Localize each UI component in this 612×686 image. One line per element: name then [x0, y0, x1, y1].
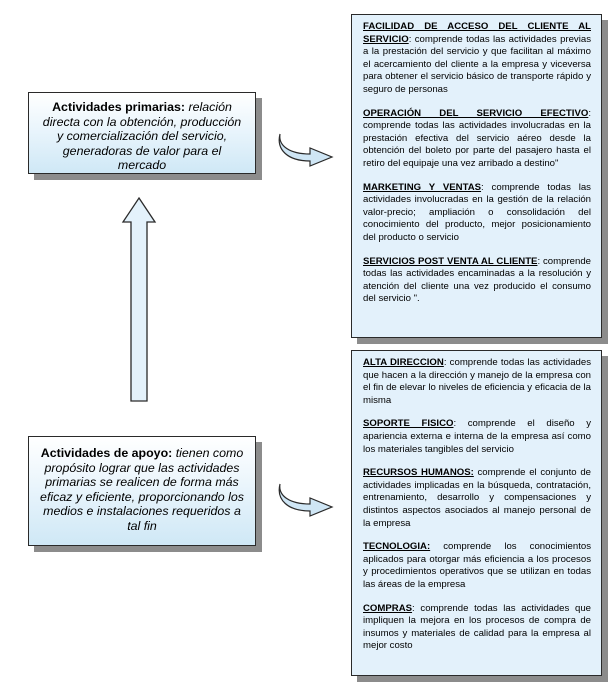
section-text: : comprende el diseño y apariencia externa e interna de la empresa así como los materiales tangibles del servicio	[363, 418, 592, 455]
list-item	[363, 21, 591, 97]
up-arrow-icon	[110, 196, 170, 406]
section-heading: FACILIDAD DE ACCESO DEL CLIENTE AL SERVICIO	[363, 21, 591, 45]
list-item	[363, 418, 591, 456]
section-text: comprende los conocimientos aplicados para otorgar más eficiencia a los procesos y procedimientos operativos que se utilizan en todas las áreas de la empresa	[363, 541, 591, 590]
section-heading: OPERACIÓN DEL SERVICIO EFECTIVO	[363, 107, 589, 119]
section-text: : comprende todas las actividades previas a la prestación del servicio y que facilitan al máximo el acercamiento del cliente a la empresa y viceversa para obtener el servicio básico de transporte rápido y seguro de personas	[363, 33, 591, 95]
section-heading: SERVICIOS POST VENTA AL CLIENTE	[363, 255, 538, 267]
primary-activities-detail-box	[351, 14, 602, 338]
list-item	[363, 541, 591, 591]
support-activities-description: tienen como propósito lograr que las actividades primarias se realicen de forma más eficaz y eficiente, proporcionando los medios e instalaciones requeridos a tal fin	[40, 446, 244, 533]
curved-arrow-icon	[276, 124, 338, 168]
support-activities-box	[28, 436, 256, 546]
curved-arrow-icon	[276, 474, 338, 518]
primary-activities-title: Actividades primarias:	[52, 100, 186, 114]
section-heading: TECNOLOGIA:	[363, 541, 431, 553]
list-item	[363, 256, 591, 306]
section-heading: SOPORTE FISICO	[363, 418, 454, 430]
section-heading: ALTA DIRECCION	[363, 357, 444, 368]
list-item	[363, 108, 591, 171]
primary-activities-box	[28, 92, 256, 174]
list-item	[363, 467, 591, 530]
list-item	[363, 182, 591, 245]
section-text: : comprende todas las actividades que impliquen la mejora en los procesos de compra de insumos y materiales de calidad para la empresa al mejor costo	[363, 602, 591, 652]
section-text: : comprende todas las actividades involucradas en la gestión de la relación valor-precio; ampliación o consolidación del conocimiento del producto, mejor posicionamiento del producto o servicio	[363, 181, 591, 243]
section-heading: COMPRAS	[363, 602, 413, 614]
section-text: : comprende todas las actividades que hacen a la dirección y manejo de la empresa con el fin de elevar lo niveles de eficiencia y eficacia de la misma	[363, 357, 591, 406]
support-activities-title: Actividades de apoyo:	[40, 446, 173, 460]
section-text: : comprende todas las actividades encaminadas a la resolución y atención del cliente una vez producido el consumo del servicio ".	[363, 255, 591, 305]
section-text: : comprende todas las actividades involucradas en la prestación efectiva del servicio aéreo desde la obtención del boleto por parte del pasajero hasta el retiro del equipaje una vez arribado a destino"	[363, 107, 591, 169]
list-item	[363, 603, 591, 653]
section-heading: MARKETING Y VENTAS	[363, 181, 482, 193]
primary-activities-description: relación directa con la obtención, producción y comercialización del servicio, generadoras de valor para el mercado	[42, 100, 242, 173]
list-item	[363, 357, 591, 407]
section-text: comprende el conjunto de actividades implicadas en la búsqueda, contratación, entrenamiento, desarrollo y compensaciones y distintos aspectos asociados al manejo personal de la empresa	[363, 467, 591, 529]
section-heading: RECURSOS HUMANOS:	[363, 467, 474, 479]
support-activities-detail-box	[351, 350, 602, 676]
